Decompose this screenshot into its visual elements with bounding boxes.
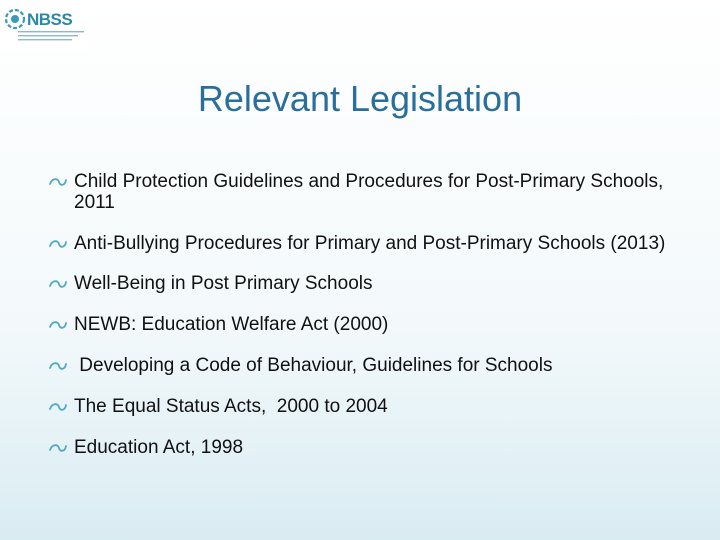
swirl-bullet-icon xyxy=(48,176,68,188)
list-item-text: Well-Being in Post Primary Schools xyxy=(74,273,373,294)
nbss-logo-icon xyxy=(4,8,26,30)
list-item-text: The Equal Status Acts, 2000 to 2004 xyxy=(74,396,388,417)
logo-tagline-decoration xyxy=(18,30,84,44)
list-item xyxy=(46,314,686,335)
list-item xyxy=(46,396,686,417)
list-item-text: NEWB: Education Welfare Act (2000) xyxy=(74,314,389,335)
swirl-bullet-icon xyxy=(48,360,68,372)
nbss-logo xyxy=(0,0,88,52)
list-item-text: Child Protection Guidelines and Procedures for Post-Primary Schools, 2011 xyxy=(74,171,664,213)
swirl-bullet-icon xyxy=(48,319,68,331)
logo-text: NBSS xyxy=(27,10,73,29)
swirl-bullet-icon xyxy=(48,278,68,290)
list-item xyxy=(46,437,686,458)
swirl-bullet-icon xyxy=(48,401,68,413)
swirl-bullet-icon xyxy=(48,238,68,250)
legislation-list xyxy=(46,171,686,458)
slide-title: Relevant Legislation xyxy=(197,78,523,119)
list-item-text: Developing a Code of Behaviour, Guidelines for Schools xyxy=(74,355,553,376)
list-item xyxy=(46,233,686,254)
list-item-text: Anti-Bullying Procedures for Primary and Post-Primary Schools (2013) xyxy=(74,233,666,254)
list-item xyxy=(46,273,686,294)
list-item-text: Education Act, 1998 xyxy=(74,437,244,458)
list-item xyxy=(46,171,686,213)
list-item xyxy=(46,355,686,376)
swirl-bullet-icon xyxy=(48,442,68,454)
